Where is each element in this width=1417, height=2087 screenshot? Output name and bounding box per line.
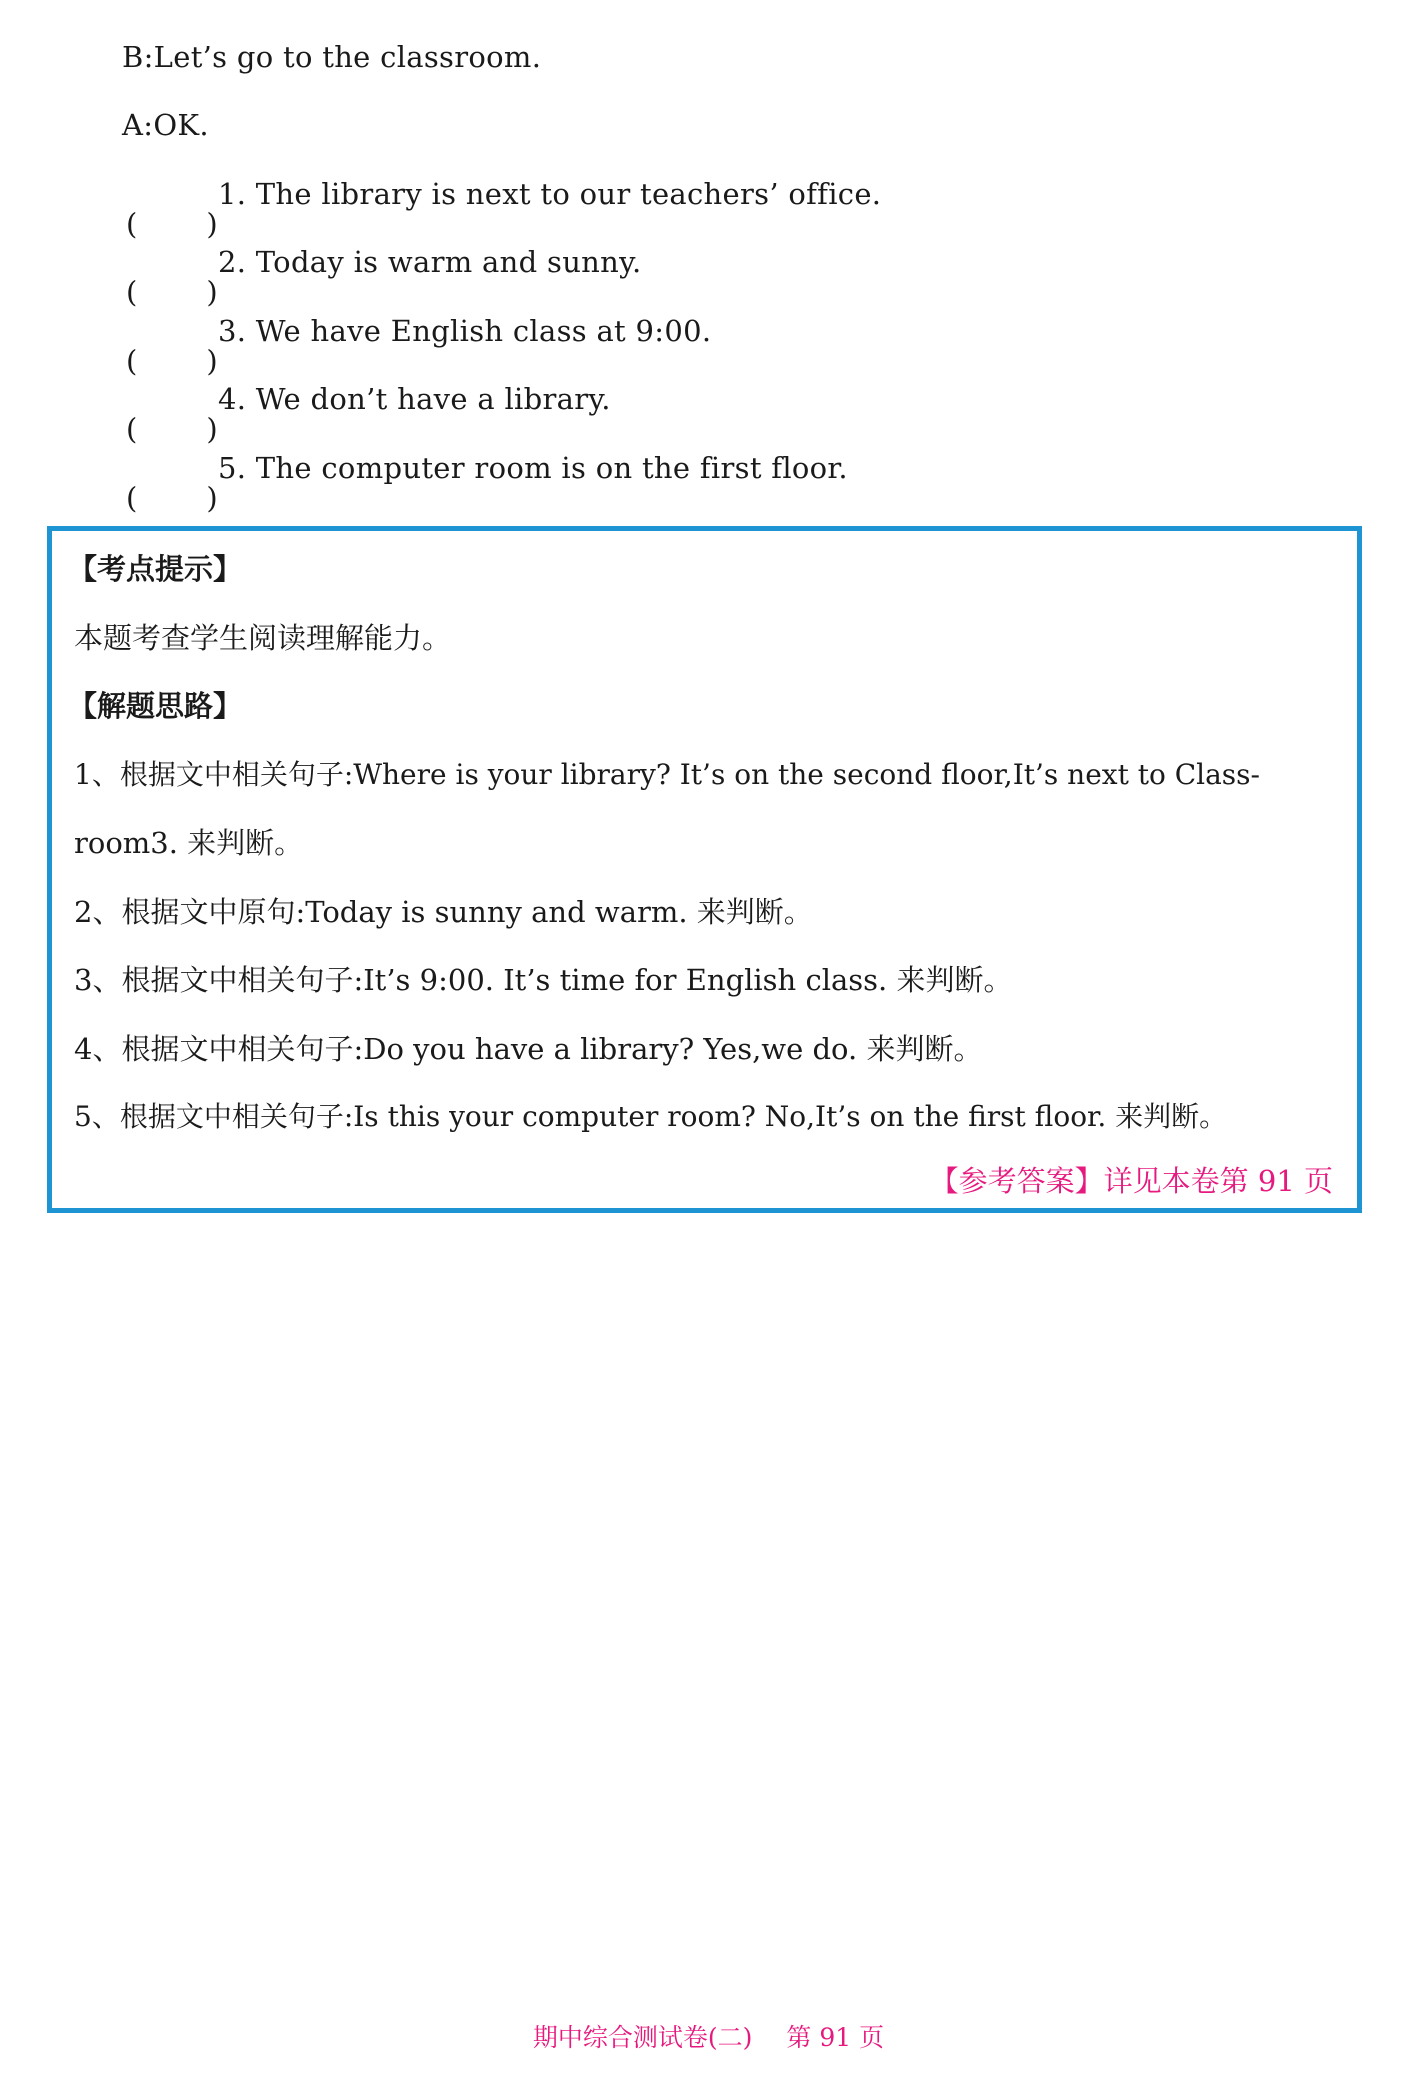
question-item-4: ( ) 4. We don’t have a library.	[126, 382, 611, 446]
solution-line-4: 4、根据文中相关句子:Do you have a library? Yes,we do. 来判断。	[74, 1032, 983, 1066]
page-footer	[0, 2020, 1417, 2056]
solution-line-1: 1、根据文中相关句子:Where is your library? It’s on the second floor,It’s next to Class-	[74, 758, 1261, 791]
solution-line-2: 2、根据文中原句:Today is sunny and warm. 来判断。	[74, 895, 813, 929]
question-item-1: ( ) 1. The library is next to our teachers’ office.	[126, 177, 882, 241]
exam-point-text: 本题考查学生阅读理解能力。	[74, 621, 452, 655]
question-text: 3. We have English class at 9:00.	[218, 314, 712, 348]
question-item-2: ( ) 2. Today is warm and sunny.	[126, 245, 642, 309]
solution-line-3: 3、根据文中相关句子:It’s 9:00. It’s time for English class. 来判断。	[74, 963, 1013, 997]
exam-point-heading: 【考点提示】	[68, 552, 243, 586]
question-text: 4. We don’t have a library.	[218, 382, 611, 416]
page-number: 第 91 页	[786, 2023, 885, 2052]
dialogue-line-b: B:Let’s go to the classroom.	[122, 40, 542, 74]
hint-box	[47, 526, 1362, 1213]
solution-line-5: 5、根据文中相关句子:Is this your computer room? No,It’s on the first floor. 来判断。	[74, 1100, 1228, 1133]
question-text: 2. Today is warm and sunny.	[218, 245, 642, 279]
reference-answer-link[interactable]: 【参考答案】详见本卷第 91 页	[929, 1164, 1333, 1198]
dialogue-line-a: A:OK.	[122, 108, 209, 142]
question-item-5: ( ) 5. The computer room is on the first floor.	[126, 451, 848, 515]
question-text: 1. The library is next to our teachers’ office.	[218, 177, 882, 211]
question-item-3: ( ) 3. We have English class at 9:00.	[126, 314, 712, 378]
question-text: 5. The computer room is on the first floor.	[218, 451, 848, 485]
solution-line-1-cont: room3. 来判断。	[74, 826, 304, 860]
footer-title: 期中综合测试卷(二)	[532, 2023, 753, 2052]
solution-heading: 【解题思路】	[68, 689, 243, 723]
